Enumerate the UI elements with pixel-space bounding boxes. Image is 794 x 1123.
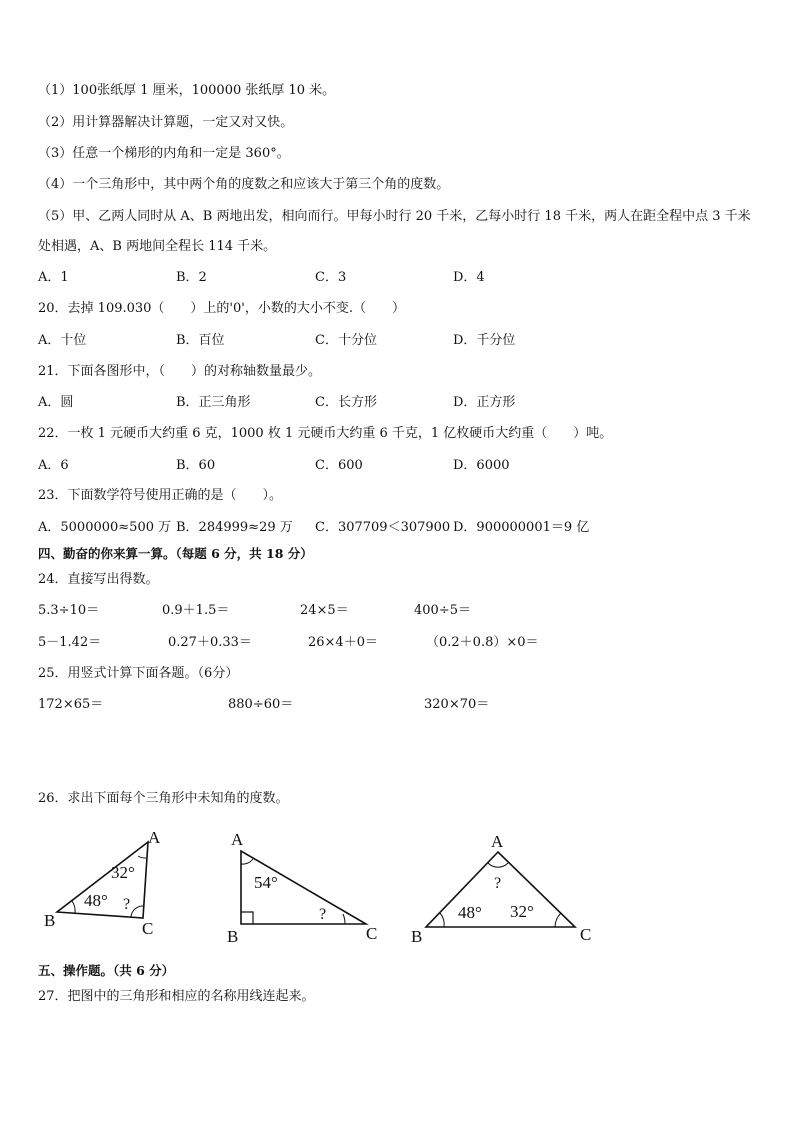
triangle-3-angle-b-arc: [440, 913, 444, 927]
triangle-2-angle-a: 54°: [254, 873, 278, 892]
q20-option-c[interactable]: C．十分位: [315, 333, 377, 348]
triangle-3-vertex-b: B: [411, 927, 423, 946]
triangle-1-vertex-b: B: [44, 911, 56, 930]
q22-option-a[interactable]: A．6: [38, 458, 69, 473]
statement-2: （2）用计算器解决计算题，一定又对又快。: [38, 115, 294, 130]
q20-option-d[interactable]: D．千分位: [453, 333, 516, 348]
q25-question: 25．用竖式计算下面各题。（6分）: [38, 666, 239, 681]
triangle-3-angle-a: ?: [494, 875, 502, 892]
q20-option-b[interactable]: B．百位: [176, 333, 225, 348]
q21-option-d[interactable]: D．正方形: [453, 395, 516, 410]
triangle-1-vertex-c: C: [142, 919, 154, 938]
q22-option-d[interactable]: D．6000: [453, 458, 510, 473]
q24-item: 400÷5＝: [414, 603, 471, 618]
triangle-2-vertex-c: C: [366, 924, 378, 943]
triangle-3-vertex-a: A: [491, 832, 504, 851]
q20-option-a[interactable]: A．十位: [38, 333, 87, 348]
q22-option-b[interactable]: B．60: [176, 458, 216, 473]
triangle-3-angle-c-arc: [555, 913, 561, 927]
triangle-2-angle-c: ?: [319, 906, 327, 923]
q24-item: 24×5＝: [300, 603, 349, 618]
q21-option-c[interactable]: C．长方形: [315, 395, 377, 410]
triangle-3-angle-b: 48°: [458, 903, 482, 922]
q25-item: 172×65＝: [38, 697, 104, 712]
q23-option-c[interactable]: C．307709＜307900: [315, 520, 451, 535]
section-5-heading: 五、操作题。（共 6 分）: [38, 963, 175, 978]
statement-3: （3）任意一个梯形的内角和一定是 360°。: [38, 146, 290, 161]
triangle-1-angle-c: ?: [123, 896, 131, 913]
q21-question: 21．下面各图形中，（ ）的对称轴数量最少。: [38, 364, 322, 379]
q19-option-a[interactable]: A．1: [38, 270, 69, 285]
triangle-3-angle-c: 32°: [510, 902, 534, 921]
q24-item: （0.2＋0.8）×0＝: [426, 635, 539, 650]
triangle-1-angle-b: 48°: [84, 891, 108, 910]
statement-5: （5）甲、乙两人同时从 A、B 两地出发，相向而行。甲每小时行 20 千米，乙每小时行 18 千米，两人在距全程中点 3 千米处相遇，A、B 两地间全程长 114 千米。: [38, 209, 751, 254]
q20-question: 20．去掉 109.030（ ）上的'0'，小数的大小不变.（ ）: [38, 301, 405, 316]
triangle-3-angle-a-arc: [488, 863, 508, 867]
q24-item: 0.27＋0.33＝: [168, 635, 252, 650]
statement-4: （4）一个三角形中，其中两个角的度数之和应该大于第三个角的度数。: [38, 177, 450, 192]
q22-option-c[interactable]: C．600: [315, 458, 363, 473]
triangle-2-vertex-a: A: [231, 830, 244, 849]
q23-option-b[interactable]: B．284999≈29 万: [176, 520, 293, 535]
q24-question: 24．直接写出得数。: [38, 572, 159, 587]
q22-question: 22．一枚 1 元硬币大约重 6 克，1000 枚 1 元硬币大约重 6 千克，1 亿枚硬币大约重（ ）吨。: [38, 426, 613, 441]
q19-option-c[interactable]: C．3: [315, 270, 347, 285]
triangle-3-vertex-c: C: [580, 925, 592, 944]
q23-option-a[interactable]: A．5000000≈500 万: [38, 520, 172, 535]
q25-item: 320×70＝: [424, 697, 490, 712]
q24-item: 26×4＋0＝: [308, 635, 378, 650]
q23-question: 23．下面数学符号使用正确的是（ ）。: [38, 488, 283, 503]
triangle-2-vertex-b: B: [227, 927, 239, 946]
q19-option-d[interactable]: D．4: [453, 270, 485, 285]
q26-question: 26．求出下面每个三角形中未知角的度数。: [38, 791, 289, 806]
triangle-1-angle-a: 32°: [111, 863, 135, 882]
section-4-heading: 四、勤奋的你来算一算。（每题 6 分，共 18 分）: [38, 546, 313, 561]
q24-item: 5.3÷10＝: [38, 603, 100, 618]
q27-question: 27．把图中的三角形和相应的名称用线连起来。: [38, 989, 315, 1004]
q24-item: 5－1.42＝: [38, 635, 102, 650]
q25-item: 880÷60＝: [228, 697, 294, 712]
q19-option-b[interactable]: B．2: [176, 270, 207, 285]
triangle-1-vertex-a: A: [148, 828, 161, 847]
q23-option-d[interactable]: D．900000001＝9 亿: [453, 520, 590, 535]
statement-1: （1）100张纸厚 1 厘米，100000 张纸厚 10 米。: [38, 83, 336, 98]
q21-option-a[interactable]: A．圆: [38, 395, 74, 410]
q21-option-b[interactable]: B．正三角形: [176, 395, 251, 410]
q24-item: 0.9＋1.5＝: [162, 603, 230, 618]
